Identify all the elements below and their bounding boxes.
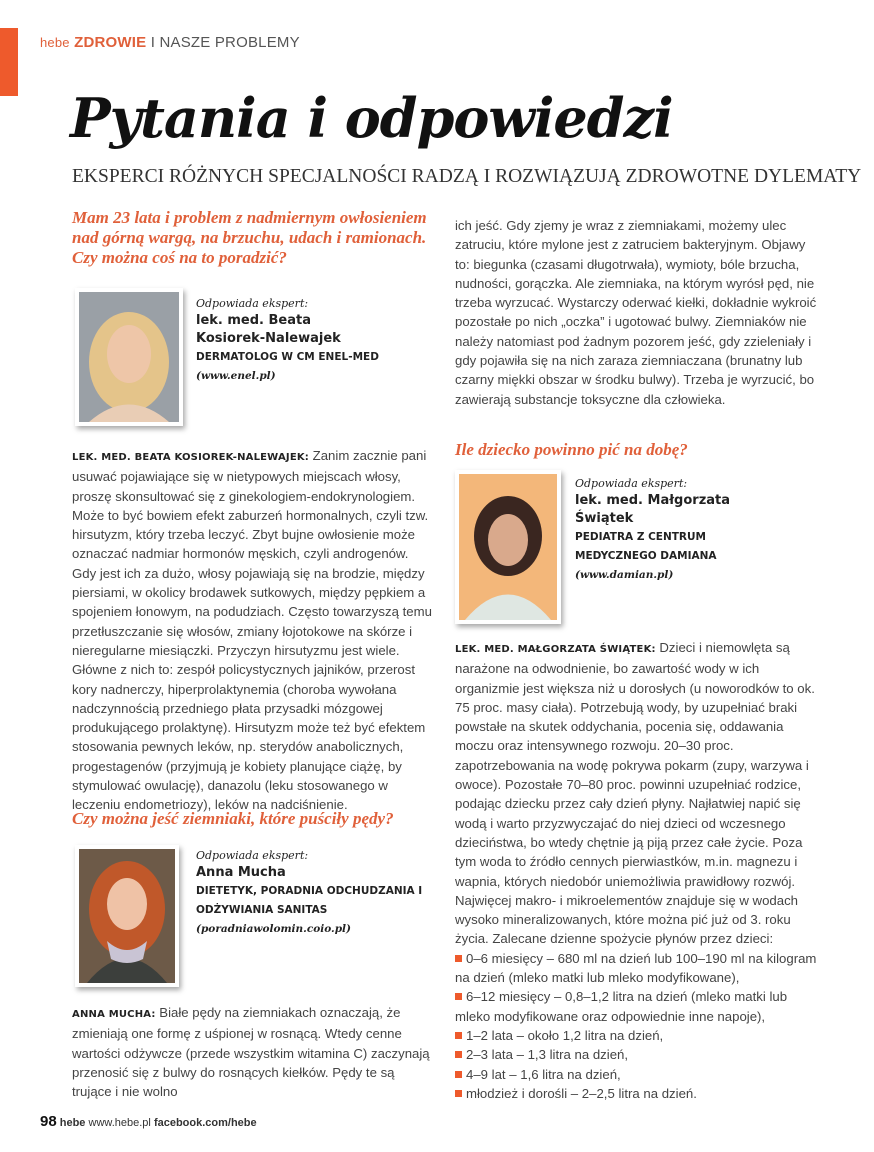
expert-photo bbox=[75, 288, 183, 426]
expert-info bbox=[196, 848, 436, 938]
page-number: 98 bbox=[40, 1113, 57, 1130]
expert-url: (poradniawolomin.coio.pl) bbox=[196, 923, 351, 935]
answer-lead: ANNA MUCHA: bbox=[72, 1009, 156, 1020]
expert-role: DERMATOLOG W CM ENEL-MED bbox=[196, 351, 379, 363]
square-bullet-icon bbox=[455, 1032, 462, 1039]
brand-logo: hebe bbox=[40, 35, 70, 50]
expert-label: Odpowiada ekspert: bbox=[196, 849, 309, 862]
list-item: 2–3 lata – 1,3 litra na dzień, bbox=[455, 1045, 820, 1064]
list-item: 6–12 miesięcy – 0,8–1,2 litra na dzień (mleko matki lub mleko modyfikowane oraz odpowiednie inne napoje), bbox=[455, 989, 788, 1024]
square-bullet-icon bbox=[455, 993, 462, 1000]
expert-url: (www.damian.pl) bbox=[575, 569, 674, 581]
answer-body: Dzieci i niemowlęta są narażone na odwodnienie, bo zawartość wody w ich organizmie jest większa niż u dorosłych (u noworodków to ok. 75 proc. masy ciała). Potrzebują wody, by uzupełniać braki powstałe na skutek oddychania, pocenia się, oddawania moczu oraz intensywnego rozwoju. 20–30 proc. zapotrzebowania na wodę pokrywa pokarm (zupy, warzywa i owoce). Pozostałe 70–80 proc. powinni uzupełniać rodzice, podając dziecku przez cały dzień płyny. Najłatwiej napić się wodą i warto przyzwyczajać do niej dzieci od wczesnego dzieciństwa, bo wtedy chętnie ją piją przez całe życie. Poza tym woda to źródło cennych pierwiastków, m.in. magnezu i wapnia, których niedobór uniemożliwia prawidłowy rozwój. Najwięcej makro- i mikroelementów znajduje się w wodach wysoko mineralizowanych, które można pić już od 3. roku życia. Zalecane dzienne spożycie płynów przez dzieci: bbox=[455, 640, 815, 947]
section-color-tab bbox=[0, 28, 18, 96]
answer-text bbox=[72, 1003, 434, 1101]
square-bullet-icon bbox=[455, 1071, 462, 1078]
expert-photo bbox=[455, 470, 561, 624]
expert-info bbox=[575, 476, 815, 584]
expert-label: Odpowiada ekspert: bbox=[196, 297, 309, 310]
page-title: Pytania i odpowiedzi bbox=[70, 86, 673, 150]
square-bullet-icon bbox=[455, 1051, 462, 1058]
page-subtitle: EKSPERCI RÓŻNYCH SPECJALNOŚCI RADZĄ I ROZWIĄZUJĄ ZDROWOTNE DYLEMATY bbox=[72, 166, 862, 187]
list-item: młodzież i dorośli – 2–2,5 litra na dzień. bbox=[455, 1084, 820, 1103]
square-bullet-icon bbox=[455, 955, 462, 962]
answer-text bbox=[455, 638, 820, 1103]
answer-text bbox=[72, 446, 434, 815]
section-header bbox=[40, 34, 300, 51]
expert-photo bbox=[75, 845, 179, 987]
facebook-link[interactable]: facebook.com/hebe bbox=[153, 1117, 257, 1129]
list-item: 4–9 lat – 1,6 litra na dzień, bbox=[455, 1065, 820, 1084]
category-label: ZDROWIE bbox=[74, 34, 147, 51]
fluid-intake-list bbox=[455, 949, 820, 1103]
question-heading: Mam 23 lata i problem z nadmiernym owłosieniem nad górną wargą, na brzuchu, udach i ramionach. Czy można coś na to poradzić? bbox=[72, 208, 427, 267]
separator: I bbox=[150, 34, 156, 51]
expert-role: PEDIATRA Z CENTRUM MEDYCZNEGO DAMIANA bbox=[575, 531, 717, 562]
list-item: 1–2 lata – około 1,2 litra na dzień, bbox=[455, 1026, 820, 1045]
answer-text-continued: ich jeść. Gdy zjemy je wraz z ziemniakami, możemy ulec zatruciu, które mylone jest z zatruciem bakteryjnym. Objawy to: biegunka (czasami długotrwała), wymioty, bóle brzucha, nudności, gorączka. Ale ziemniaka, na którym wyrósł pęd, nie trzeba wyrzucać. Wystarczy oderwać kiełki, dokładnie wykroić pozostałe po nich „oczka” i ugotować bulwy. Ziemniaków nie należy natomiast pod żadnym pozorem jeść, gdy zzieleniały i gdy pojawiła się na nich zaraza ziemniaczana (brunatny lub czarny miękki obszar w środku bulwy). Trzeba je wyrzucić, bo zawierają substancje toksyczne dla człowieka. bbox=[455, 218, 817, 407]
list-item: 0–6 miesięcy – 680 ml na dzień lub 100–190 ml na kilogram na dzień (mleko matki lub mleko modyfikowane), bbox=[455, 950, 817, 986]
expert-name: lek. med. Małgorzata Świątek bbox=[575, 493, 731, 526]
answer-lead: LEK. MED. MAŁGORZATA ŚWIĄTEK: bbox=[455, 644, 656, 655]
square-bullet-icon bbox=[455, 1090, 462, 1097]
answer-lead: LEK. MED. BEATA KOSIOREK-NALEWAJEK: bbox=[72, 452, 309, 463]
expert-info bbox=[196, 296, 426, 385]
expert-name: lek. med. Beata Kosiorek-Nalewajek bbox=[196, 313, 341, 346]
footer-brand: hebe bbox=[59, 1117, 86, 1129]
question-heading: Czy można jeść ziemniaki, które puściły pędy? bbox=[72, 809, 394, 828]
question-heading: Ile dziecko powinno pić na dobę? bbox=[455, 440, 688, 459]
answer-body: Białe pędy na ziemniakach oznaczają, że zmieniają one formę z uśpionej w rosnącą. Wtedy cenne wartości odżywcze (przede wszystkim witamina C) zaczynają przenosić się z bulwy do rosnących kiełków. Pędy te są trujące i nie wolno bbox=[72, 1005, 430, 1100]
page-footer bbox=[40, 1113, 257, 1130]
expert-label: Odpowiada ekspert: bbox=[575, 477, 688, 490]
expert-role: DIETETYK, PORADNIA ODCHUDZANIA I ODŻYWIANIA SANITAS bbox=[196, 885, 423, 916]
answer-body: Zanim zacznie pani usuwać pojawiające się w nietypowych miejscach włosy, proszę skonsultować się z ginekologiem-endokrynologiem. Może to być bowiem efekt zaburzeń hormonalnych, czyli tzw. hirsutyzm, który trzeba leczyć. Zbyt bujne owłosienie może oznaczać nadmiar hormonów męskich, czyli androgenów. Gdy jest ich za dużo, włosy pojawiają się na brodzie, między piersiami, w okolicy brodawek sutkowych, między pępkiem a spojeniem łonowym, na podudziach. Często towarzyszą temu przetłuszczanie się włosów, zmiany łojotokowe na skórze i nieregularne miesiączki. Przyczyn hirsutyzmu jest wiele. Główne z nich to: zespół policystycznych jajników, przerost kory nadnerczy, hiperprolaktynemia (choroba wywołana nadczynnością przedniego płata przysadki mózgowej produkującego prolaktynę). Hirsutyzm może też być efektem stosowania pewnych leków, np. sterydów anabolicznych, progestagenów (przyjmują je kobiety planujące ciążę, by stymulować owulację), danazolu (leku stosowanego w leczeniu endometriozy), leków na nadciśnienie. bbox=[72, 448, 432, 813]
expert-name: Anna Mucha bbox=[196, 865, 286, 880]
section-label: NASZE PROBLEMY bbox=[159, 34, 300, 51]
expert-url: (www.enel.pl) bbox=[196, 370, 276, 382]
website-link[interactable]: www.hebe.pl bbox=[88, 1117, 151, 1129]
